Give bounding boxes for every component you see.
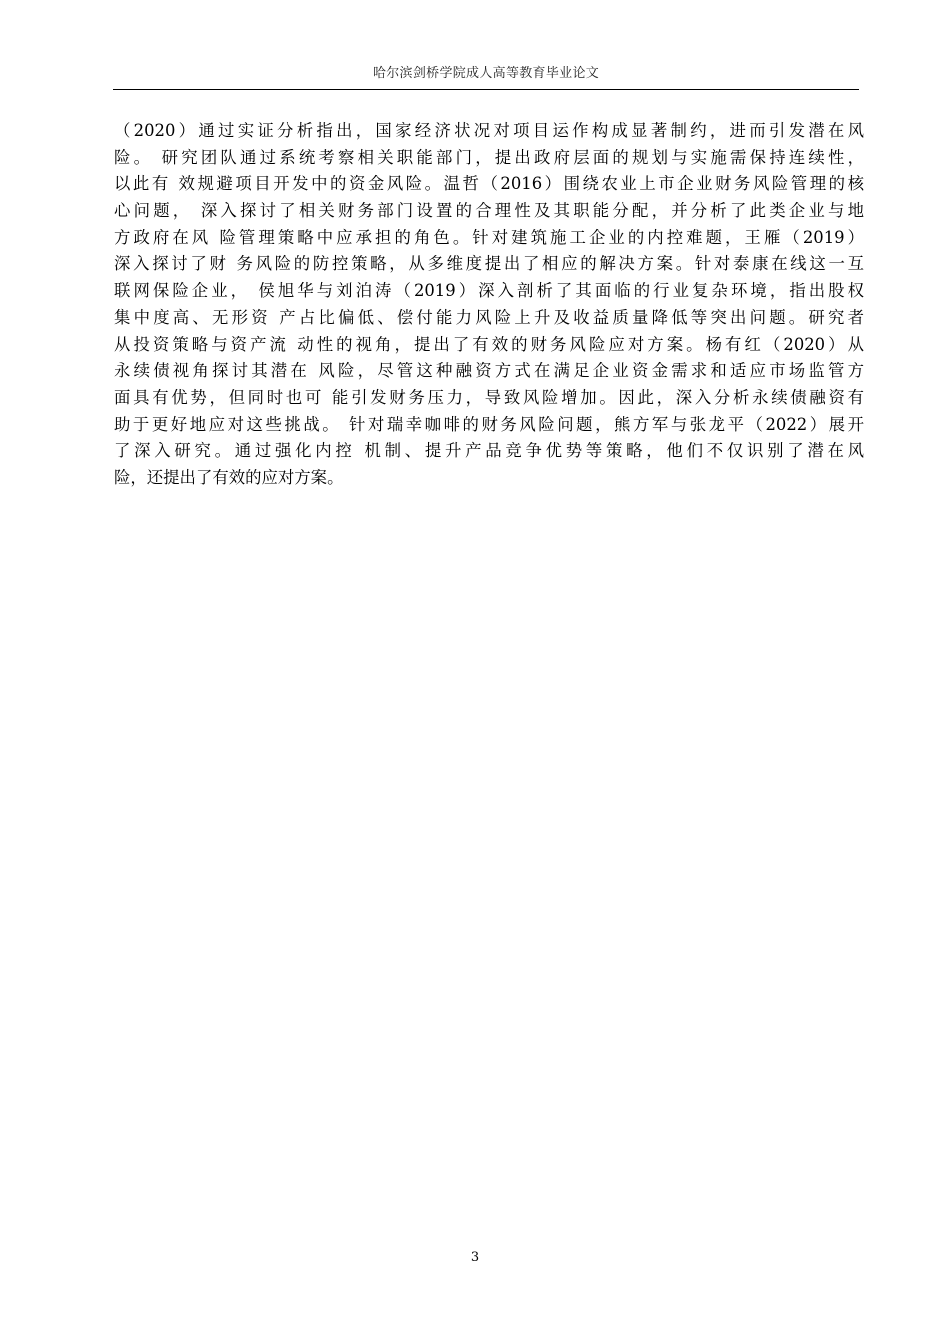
paragraph-line: 以此有 效规避项目开发中的资金风险。温哲（2016）围绕农业上市企业财务风险管理的核 [114,174,864,194]
paragraph-line: 险。 研究团队通过系统考察相关职能部门，提出政府层面的规划与实施需保持连续性， [114,147,864,167]
paragraph-line: 方政府在风 险管理策略中应承担的角色。针对建筑施工企业的内控难题，王雁（2019） [114,227,864,247]
paragraph-line: 了深入研究。通过强化内控 机制、提升产品竞争优势等策略，他们不仅识别了潜在风 [114,441,864,461]
header-title: 哈尔滨剑桥学院成人高等教育毕业论文 [372,66,600,81]
paragraph-line: 集中度高、无形资 产占比偏低、偿付能力风险上升及收益质量降低等突出问题。研究者 [114,307,864,327]
paragraph-line: 心问题， 深入探讨了相关财务部门设置的合理性及其职能分配，并分析了此类企业与地 [114,201,864,221]
paragraph-line: 助于更好地应对这些挑战。 针对瑞幸咖啡的财务风险问题，熊方军与张龙平（2022）展开 [114,414,864,434]
paragraph-line: 深入探讨了财 务风险的防控策略，从多维度提出了相应的解决方案。针对泰康在线这一互 [114,254,864,274]
page-header [113,62,859,90]
paragraph-line: （2020）通过实证分析指出，国家经济状况对项目运作构成显著制约，进而引发潜在风 [114,121,864,140]
paragraph-line: 险，还提出了有效的应对方案。 [114,467,344,487]
paragraph-line: 从投资策略与资产流 动性的视角，提出了有效的财务风险应对方案。杨有红（2020）从 [114,334,864,354]
page-number: 3 [470,1250,480,1265]
paragraph-line: 面具有优势，但同时也可 能引发财务压力，导致风险增加。因此，深入分析永续债融资有 [114,387,864,407]
body-paragraph [114,118,864,492]
paragraph-line: 联网保险企业， 侯旭华与刘泊涛（2019）深入剖析了其面临的行业复杂环境，指出股权 [114,281,864,301]
paragraph-line: 永续债视角探讨其潜在 风险，尽管这种融资方式在满足企业资金需求和适应市场监管方 [114,361,864,381]
